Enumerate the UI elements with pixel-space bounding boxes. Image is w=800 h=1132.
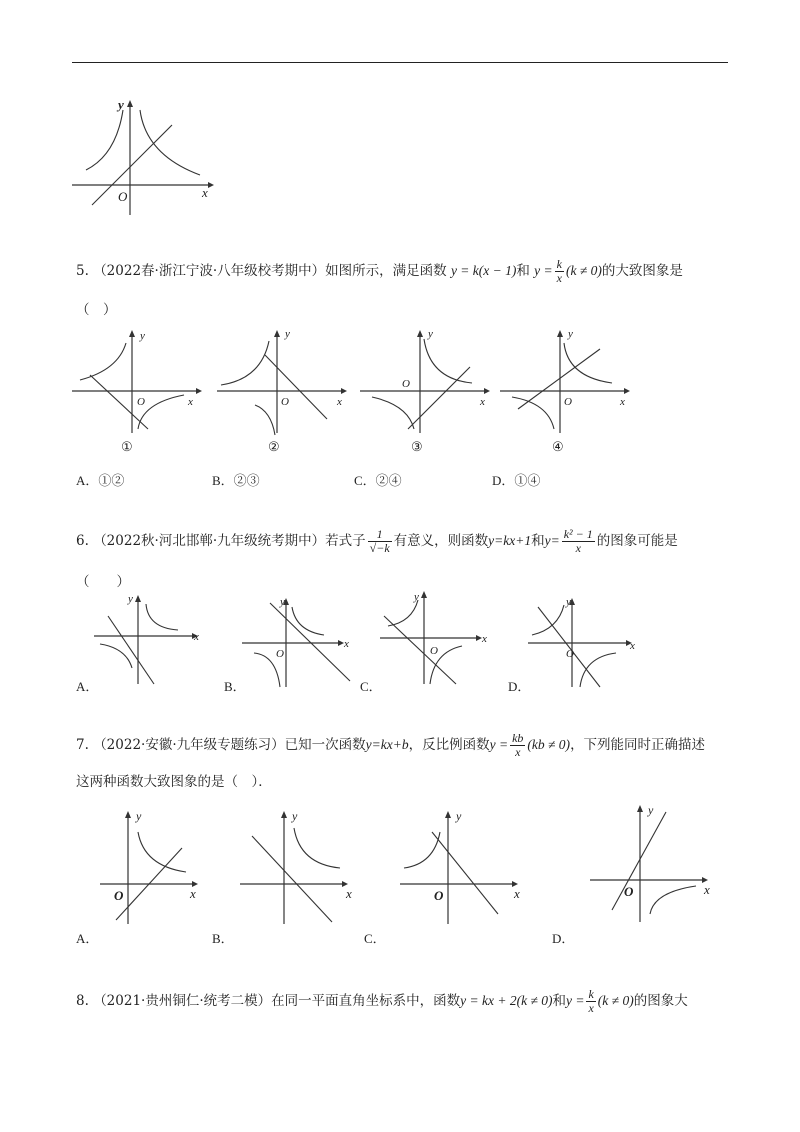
function-lhs: y =: [489, 737, 509, 752]
fraction: [510, 732, 525, 759]
q5-graph-1: [70, 325, 205, 435]
svg-text:y: y: [428, 328, 433, 340]
origin-label: O: [118, 189, 128, 204]
svg-text:O: O: [564, 396, 572, 408]
question-source: （2022·安徽·九年级专题练习）: [93, 737, 285, 753]
svg-text:x: x: [346, 886, 352, 901]
graph-label-4: ④: [552, 440, 564, 455]
option-a[interactable]: A．: [76, 931, 99, 946]
svg-text:y: y: [456, 809, 462, 823]
question-source: （2021·贵州铜仁·统考二模）: [93, 993, 272, 1009]
function-lhs: y =: [534, 263, 553, 278]
graph-label-1: ①: [121, 440, 133, 455]
question-text: 有意义，则函数: [393, 533, 489, 549]
svg-text:x: x: [704, 882, 710, 897]
question-7-line-2: 这两种函数大致图象的是（ ）．: [76, 774, 272, 790]
svg-text:x: x: [514, 886, 520, 901]
svg-text:x: x: [194, 631, 199, 643]
function-condition: (k ≠ 0): [565, 263, 602, 278]
svg-text:O: O: [566, 648, 574, 660]
fraction-numerator: 1: [368, 528, 392, 542]
question-text: 已知一次函数: [284, 737, 366, 753]
svg-text:O: O: [624, 884, 634, 899]
graph-label-3: ③: [411, 440, 423, 455]
option-d[interactable]: D．①④: [492, 473, 541, 488]
function-expression: y = k(x − 1): [450, 263, 517, 278]
svg-text:O: O: [434, 888, 444, 903]
function-expression: y=kx+1: [488, 533, 532, 548]
function-lhs: y =: [565, 993, 585, 1008]
fraction-denominator: √−k: [369, 541, 390, 555]
svg-text:x: x: [190, 886, 196, 901]
x-axis-label: x: [202, 185, 208, 200]
question-source: （2022秋·河北邯郸·九年级统考期中）: [93, 533, 326, 549]
fraction-denominator: x: [556, 271, 562, 285]
question-number: 5.: [76, 263, 89, 279]
graph-label-2: ②: [268, 440, 280, 455]
fraction: [368, 528, 392, 555]
question-number: 8.: [76, 993, 89, 1009]
question-source: （2022春·浙江宁波·八年级校考期中）: [93, 263, 326, 279]
svg-text:y: y: [648, 803, 654, 817]
svg-text:x: x: [480, 396, 485, 408]
option-a[interactable]: A．①②: [76, 473, 125, 488]
question-text: 的图象大: [633, 993, 688, 1009]
y-axis-label: y: [118, 97, 124, 112]
question-5-line: [76, 258, 683, 285]
q7-graph-a: [98, 806, 208, 926]
question-text: ，下列能同时正确描述: [570, 737, 706, 753]
q5-graph-3: [358, 325, 493, 435]
fraction-numerator: kb: [512, 731, 524, 745]
function-expression: y=kx+b: [365, 737, 409, 752]
answer-blank: （ ）: [76, 302, 117, 318]
q6-graph-d: [526, 595, 641, 690]
fraction-denominator: x: [588, 1001, 594, 1015]
svg-text:O: O: [137, 396, 145, 408]
function-condition: (k ≠ 0): [597, 993, 634, 1008]
svg-text:x: x: [188, 396, 193, 408]
option-b[interactable]: B．: [224, 679, 246, 694]
fraction: [562, 528, 595, 555]
q7-graph-c: [398, 806, 523, 926]
answer-blank: （ ）: [76, 574, 130, 590]
fraction-denominator: x: [515, 745, 521, 759]
q6-graph-a: [92, 592, 207, 687]
option-c[interactable]: C．: [360, 679, 382, 694]
svg-text:y: y: [140, 330, 145, 342]
q5-graph-4: [498, 325, 633, 435]
svg-text:y: y: [128, 593, 133, 605]
option-c[interactable]: C．②④: [354, 473, 402, 488]
question-text: 如图所示，满足函数: [325, 263, 447, 279]
function-expression: y = kx + 2(k ≠ 0): [460, 993, 553, 1008]
svg-text:y: y: [285, 328, 290, 340]
fraction-numerator: k: [588, 987, 594, 1001]
fraction-numerator: k² − 1: [563, 527, 593, 541]
question-text: 和: [516, 263, 530, 279]
fraction: [555, 258, 564, 285]
option-b[interactable]: B．②③: [212, 473, 260, 488]
svg-text:O: O: [430, 645, 438, 657]
svg-text:y: y: [292, 809, 298, 823]
svg-text:y: y: [414, 591, 419, 603]
option-d[interactable]: D．: [552, 931, 575, 946]
question-text: 和: [531, 533, 545, 549]
option-b[interactable]: B．: [212, 931, 234, 946]
q5-graph-2: [215, 325, 350, 435]
question-7-line-1: [76, 732, 705, 759]
question-number: 7.: [76, 737, 89, 753]
option-a[interactable]: A．: [76, 679, 99, 694]
fraction: [586, 988, 595, 1015]
svg-text:O: O: [114, 888, 124, 903]
q6-graph-b: [240, 595, 355, 690]
option-c[interactable]: C．: [364, 931, 386, 946]
top-graph: [68, 95, 218, 220]
question-text: 的大致图象是: [601, 263, 683, 279]
fraction-numerator: k: [556, 257, 562, 271]
function-lhs: y=: [544, 533, 560, 548]
fraction-denominator: x: [575, 541, 581, 555]
header-rule: [72, 62, 728, 63]
question-text: 的图象可能是: [596, 533, 678, 549]
svg-text:x: x: [344, 638, 349, 650]
q7-graph-b: [238, 806, 358, 926]
svg-text:O: O: [402, 378, 410, 390]
question-6-line: [76, 528, 678, 555]
question-text: ，反比例函数: [408, 737, 490, 753]
question-number: 6.: [76, 533, 89, 549]
svg-text:x: x: [482, 633, 487, 645]
svg-text:x: x: [630, 640, 635, 652]
svg-text:O: O: [281, 396, 289, 408]
function-condition: (kb ≠ 0): [527, 737, 571, 752]
q6-graph-c: [378, 588, 493, 688]
q7-graph-d: [588, 800, 713, 925]
option-d[interactable]: D．: [508, 679, 531, 694]
svg-text:y: y: [280, 596, 285, 608]
question-8-line: [76, 988, 688, 1015]
question-text: 若式子: [325, 533, 366, 549]
svg-text:x: x: [620, 396, 625, 408]
question-text: 和: [552, 993, 566, 1009]
question-text: 在同一平面直角坐标系中，函数: [271, 993, 461, 1009]
svg-text:y: y: [568, 328, 573, 340]
svg-text:y: y: [136, 809, 142, 823]
svg-text:O: O: [276, 648, 284, 660]
svg-text:y: y: [566, 596, 571, 608]
svg-text:x: x: [337, 396, 342, 408]
